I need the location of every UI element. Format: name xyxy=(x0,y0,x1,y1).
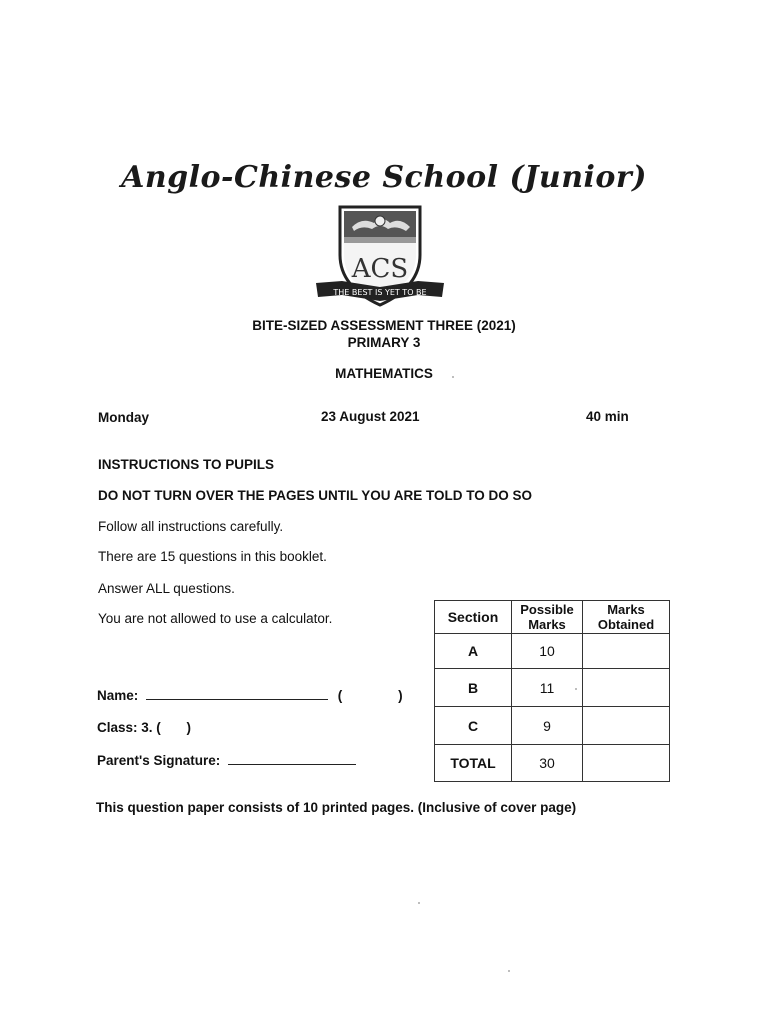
class-paren-close: ) xyxy=(186,720,192,735)
instruction-line: There are 15 questions in this booklet. xyxy=(98,549,327,564)
section-cell: C xyxy=(435,707,512,745)
level-title: PRIMARY 3 xyxy=(347,335,421,350)
assessment-title: BITE-SIZED ASSESSMENT THREE (2021) xyxy=(252,318,516,333)
section-cell: A xyxy=(435,634,512,669)
header-marks-obtained: Marks Obtained xyxy=(583,601,670,634)
obtained-cell[interactable] xyxy=(583,634,670,669)
table-row xyxy=(435,634,670,669)
obtained-cell[interactable] xyxy=(583,669,670,707)
crest-motto: THE BEST IS YET TO BE xyxy=(333,288,427,297)
possible-cell: 9 xyxy=(512,707,583,745)
school-name: Anglo-Chinese School (Junior) xyxy=(121,160,647,195)
exam-day: Monday xyxy=(98,410,150,425)
header-section: Section xyxy=(435,601,512,634)
instruction-line: Answer ALL questions. xyxy=(98,581,235,596)
name-label: Name: xyxy=(97,688,139,703)
signature-label: Parent's Signature: xyxy=(97,753,221,768)
instructions-heading: INSTRUCTIONS TO PUPILS xyxy=(98,457,275,472)
table-row xyxy=(435,745,670,782)
table-row xyxy=(435,669,670,707)
instruction-line: You are not allowed to use a calculator. xyxy=(98,611,333,626)
obtained-cell[interactable] xyxy=(583,745,670,782)
instruction-line: Follow all instructions carefully. xyxy=(98,519,284,534)
pages-note: This question paper consists of 10 printed pages. (Inclusive of cover page) xyxy=(96,800,577,815)
section-cell: TOTAL xyxy=(435,745,512,782)
possible-cell: 30 xyxy=(512,745,583,782)
section-cell: B xyxy=(435,669,512,707)
exam-date: 23 August 2021 xyxy=(321,409,420,424)
name-paren-open: ( xyxy=(337,688,343,703)
subject-title: MATHEMATICS xyxy=(335,366,433,381)
scan-speck xyxy=(418,902,420,904)
obtained-cell[interactable] xyxy=(583,707,670,745)
name-input-line[interactable] xyxy=(146,687,328,700)
scan-speck xyxy=(508,970,510,972)
exam-duration: 40 min xyxy=(586,409,629,424)
signature-field-row xyxy=(97,752,356,768)
scan-speck xyxy=(575,688,577,690)
table-header-row xyxy=(435,601,670,634)
scan-speck xyxy=(452,376,454,378)
signature-input-line[interactable] xyxy=(228,752,356,765)
marks-table xyxy=(434,600,670,782)
name-paren-close: ) xyxy=(398,688,403,703)
table-row xyxy=(435,707,670,745)
instructions-warning: DO NOT TURN OVER THE PAGES UNTIL YOU ARE TOLD TO DO SO xyxy=(98,488,533,503)
class-label: Class: 3. ( xyxy=(97,720,161,735)
possible-cell: 11 xyxy=(512,669,583,707)
name-field-row xyxy=(97,687,417,703)
header-possible-marks: Possible Marks xyxy=(512,601,583,634)
class-field-row xyxy=(97,720,191,735)
possible-cell: 10 xyxy=(512,634,583,669)
crest-letters: ACS xyxy=(351,254,409,284)
school-crest-logo xyxy=(312,203,448,311)
